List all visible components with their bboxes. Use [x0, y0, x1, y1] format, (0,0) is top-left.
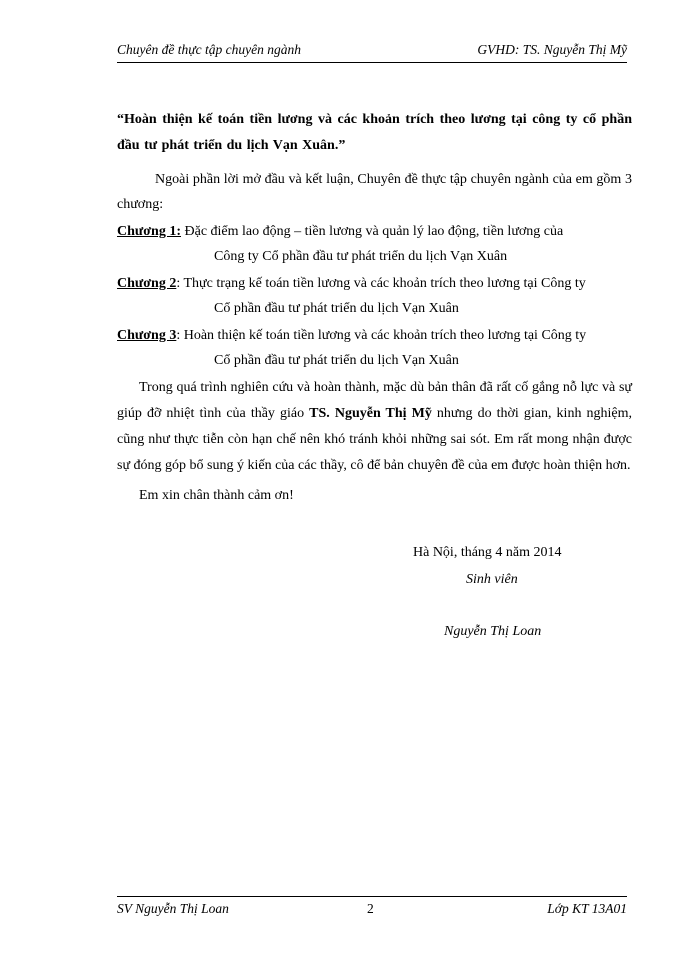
header-divider	[117, 62, 627, 63]
thesis-title: “Hoàn thiện kế toán tiền lương và các khoản trích theo lương tại công ty cổ phần đầu tư phát triển du lịch Vạn Xuân.”	[117, 112, 632, 153]
chapter-3-line1	[117, 323, 632, 348]
thanks-line: Em xin chân thành cảm ơn!	[139, 488, 294, 503]
chapter-2-label: Chương 2	[117, 276, 177, 291]
chapter-2-line2: Cổ phần đầu tư phát triển du lịch Vạn Xuân	[214, 301, 459, 316]
page-number: 2	[367, 901, 374, 916]
ack-text-part1: Trong quá trình nghiên cứu và hoàn thành, mặc dù bản thân đã rất cố gắng nỗ lực và sự giúp đỡ nhiệt tình của thầy giáo	[117, 380, 632, 421]
header-course-title: Chuyên đề thực tập chuyên ngành	[117, 42, 301, 57]
footer-class: Lớp KT 13A01	[547, 901, 627, 916]
page-header	[117, 42, 627, 62]
chapter-1	[117, 219, 632, 269]
signature-date: Hà Nội, tháng 4 năm 2014	[413, 545, 562, 560]
footer-divider	[117, 896, 627, 897]
chapter-1-label: Chương 1:	[117, 224, 181, 239]
chapter-1-line2: Công ty Cổ phần đầu tư phát triển du lịch Vạn Xuân	[214, 249, 508, 264]
signature-role: Sinh viên	[466, 572, 518, 587]
chapter-1-text: Đặc điểm lao động – tiền lương và quản lý lao động, tiền lương của	[181, 224, 564, 239]
ack-text-part2: nhưng do thời gian, kinh nghiệm, cũng như thực tiễn còn hạn chế nên khó tránh khỏi những sai sót. Em rất mong nhận được sự đóng góp bổ sung ý kiến của các thầy, cô để bản chuyên đề của em được hoàn thiện hơn.	[117, 406, 633, 473]
chapter-3	[117, 323, 632, 373]
intro-paragraph: Ngoài phần lời mở đầu và kết luận, Chuyên đề thực tập chuyên ngành của em gồm 3 chương:	[117, 172, 632, 212]
page-footer	[117, 901, 627, 921]
chapter-3-label: Chương 3	[117, 328, 177, 343]
footer-student: SV Nguyễn Thị Loan	[117, 901, 229, 916]
chapter-2	[117, 271, 632, 321]
chapter-3-text: : Hoàn thiện kế toán tiền lương và các khoản trích theo lương tại Công ty	[176, 328, 587, 343]
chapter-2-line1	[117, 271, 632, 296]
document-body	[117, 107, 632, 509]
chapter-2-text: : Thực trạng kế toán tiền lương và các khoản trích theo lương tại Công ty	[176, 276, 586, 291]
teacher-name: TS. Nguyễn Thị Mỹ	[309, 406, 432, 421]
header-supervisor: GVHD: TS. Nguyễn Thị Mỹ	[477, 42, 627, 57]
acknowledgement-paragraph	[117, 375, 632, 479]
signature-name: Nguyễn Thị Loan	[444, 624, 542, 639]
chapter-3-line2: Cổ phần đầu tư phát triển du lịch Vạn Xuân	[214, 353, 459, 368]
chapter-1-line1	[117, 219, 632, 244]
